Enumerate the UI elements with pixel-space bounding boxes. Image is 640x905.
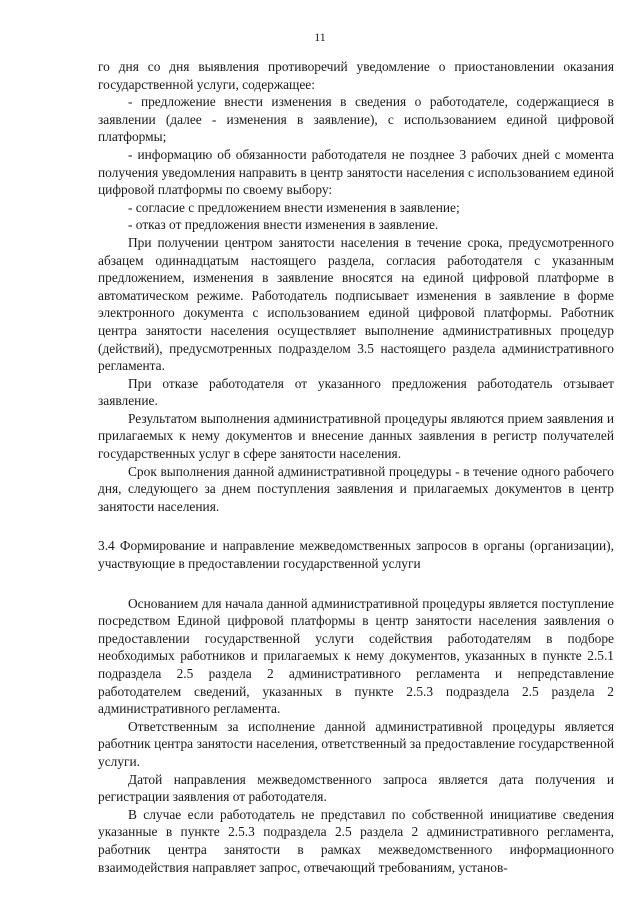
paragraph: При получении центром занятости населения в течение срока, предусмотренного абзацем одиннадцатым настоящего раздела, согласия работодателя с указанным предложением, изменения в заявление вносятся на единой цифровой платформе в автоматическом режиме. Работодатель подписывает изменения в заявление в форме электронного документа с использованием единой цифровой платформы. Работник центра занятости населения осуществляет выполнение административных процедур (действий), предусмотренных подразделом 3.5 настоящего раздела административного регламента. xyxy=(98,234,614,374)
paragraph: Срок выполнения данной административной процедуры - в течение одного рабочего дня, следующего за днем поступления заявления и прилагаемых документов в центр занятости населения. xyxy=(98,463,614,514)
paragraph: - информацию об обязанности работодателя не позднее 3 рабочих дней с момента получения уведомления направить в центр занятости населения с использованием единой цифровой платформы по своему выбору: xyxy=(98,146,614,198)
paragraph: го дня со дня выявления противоречий уведомление о приостановлении оказания государственной услуги, содержащее: xyxy=(98,59,614,92)
paragraph: Ответственным за исполнение данной административной процедуры является работник центра занятости населения, ответственный за предоставление государственной услуги. xyxy=(98,718,614,769)
document-body xyxy=(98,58,614,876)
paragraph: При отказе работодателя от указанного предложения работодатель отзывает заявление. xyxy=(98,375,614,409)
section-heading: 3.4 Формирование и направление межведомственных запросов в органы (организации), участвующие в предоставлении государственной услуги xyxy=(98,538,614,572)
paragraph: В случае если работодатель не представил по собственной инициативе сведения указанные в пункте 2.5.3 подраздела 2.5 раздела 2 административного регламента, работник центра занятости в рамках межведомственного информационного взаимодействия направляет запрос, отвечающий требованиям, установ- xyxy=(98,806,614,875)
paragraph: Результатом выполнения административной процедуры являются прием заявления и прилагаемых к нему документов и внесение данных заявления в регистр получателей государственных услуг в сфере занятости населения. xyxy=(98,410,614,462)
paragraph: - отказ от предложения внести изменения в заявление. xyxy=(128,217,439,233)
paragraph: - согласие с предложением внести изменения в заявление; xyxy=(128,199,460,215)
paragraph: Датой направления межведомственного запроса является дата получения и регистрации заявления от работодателя. xyxy=(98,771,614,805)
paragraph: - предложение внести изменения в сведения о работодателе, содержащиеся в заявлении (далее - изменения в заявление), с использованием единой цифровой платформы; xyxy=(98,94,614,145)
page-number: 11 xyxy=(314,30,326,44)
paragraph: Основанием для начала данной административной процедуры является поступление посредством Единой цифровой платформы в центр занятости населения заявления о предоставлении государственной услуги содействия работодателям в подборе необходимых работников и прилагаемых к нему документов, указанных в пункте 2.5.1 подраздела 2.5 раздела 2 административного регламента и непредставление работодателем сведений, указанных в пункте 2.5.3 подраздела 2.5 раздела 2 административного регламента. xyxy=(98,595,614,717)
